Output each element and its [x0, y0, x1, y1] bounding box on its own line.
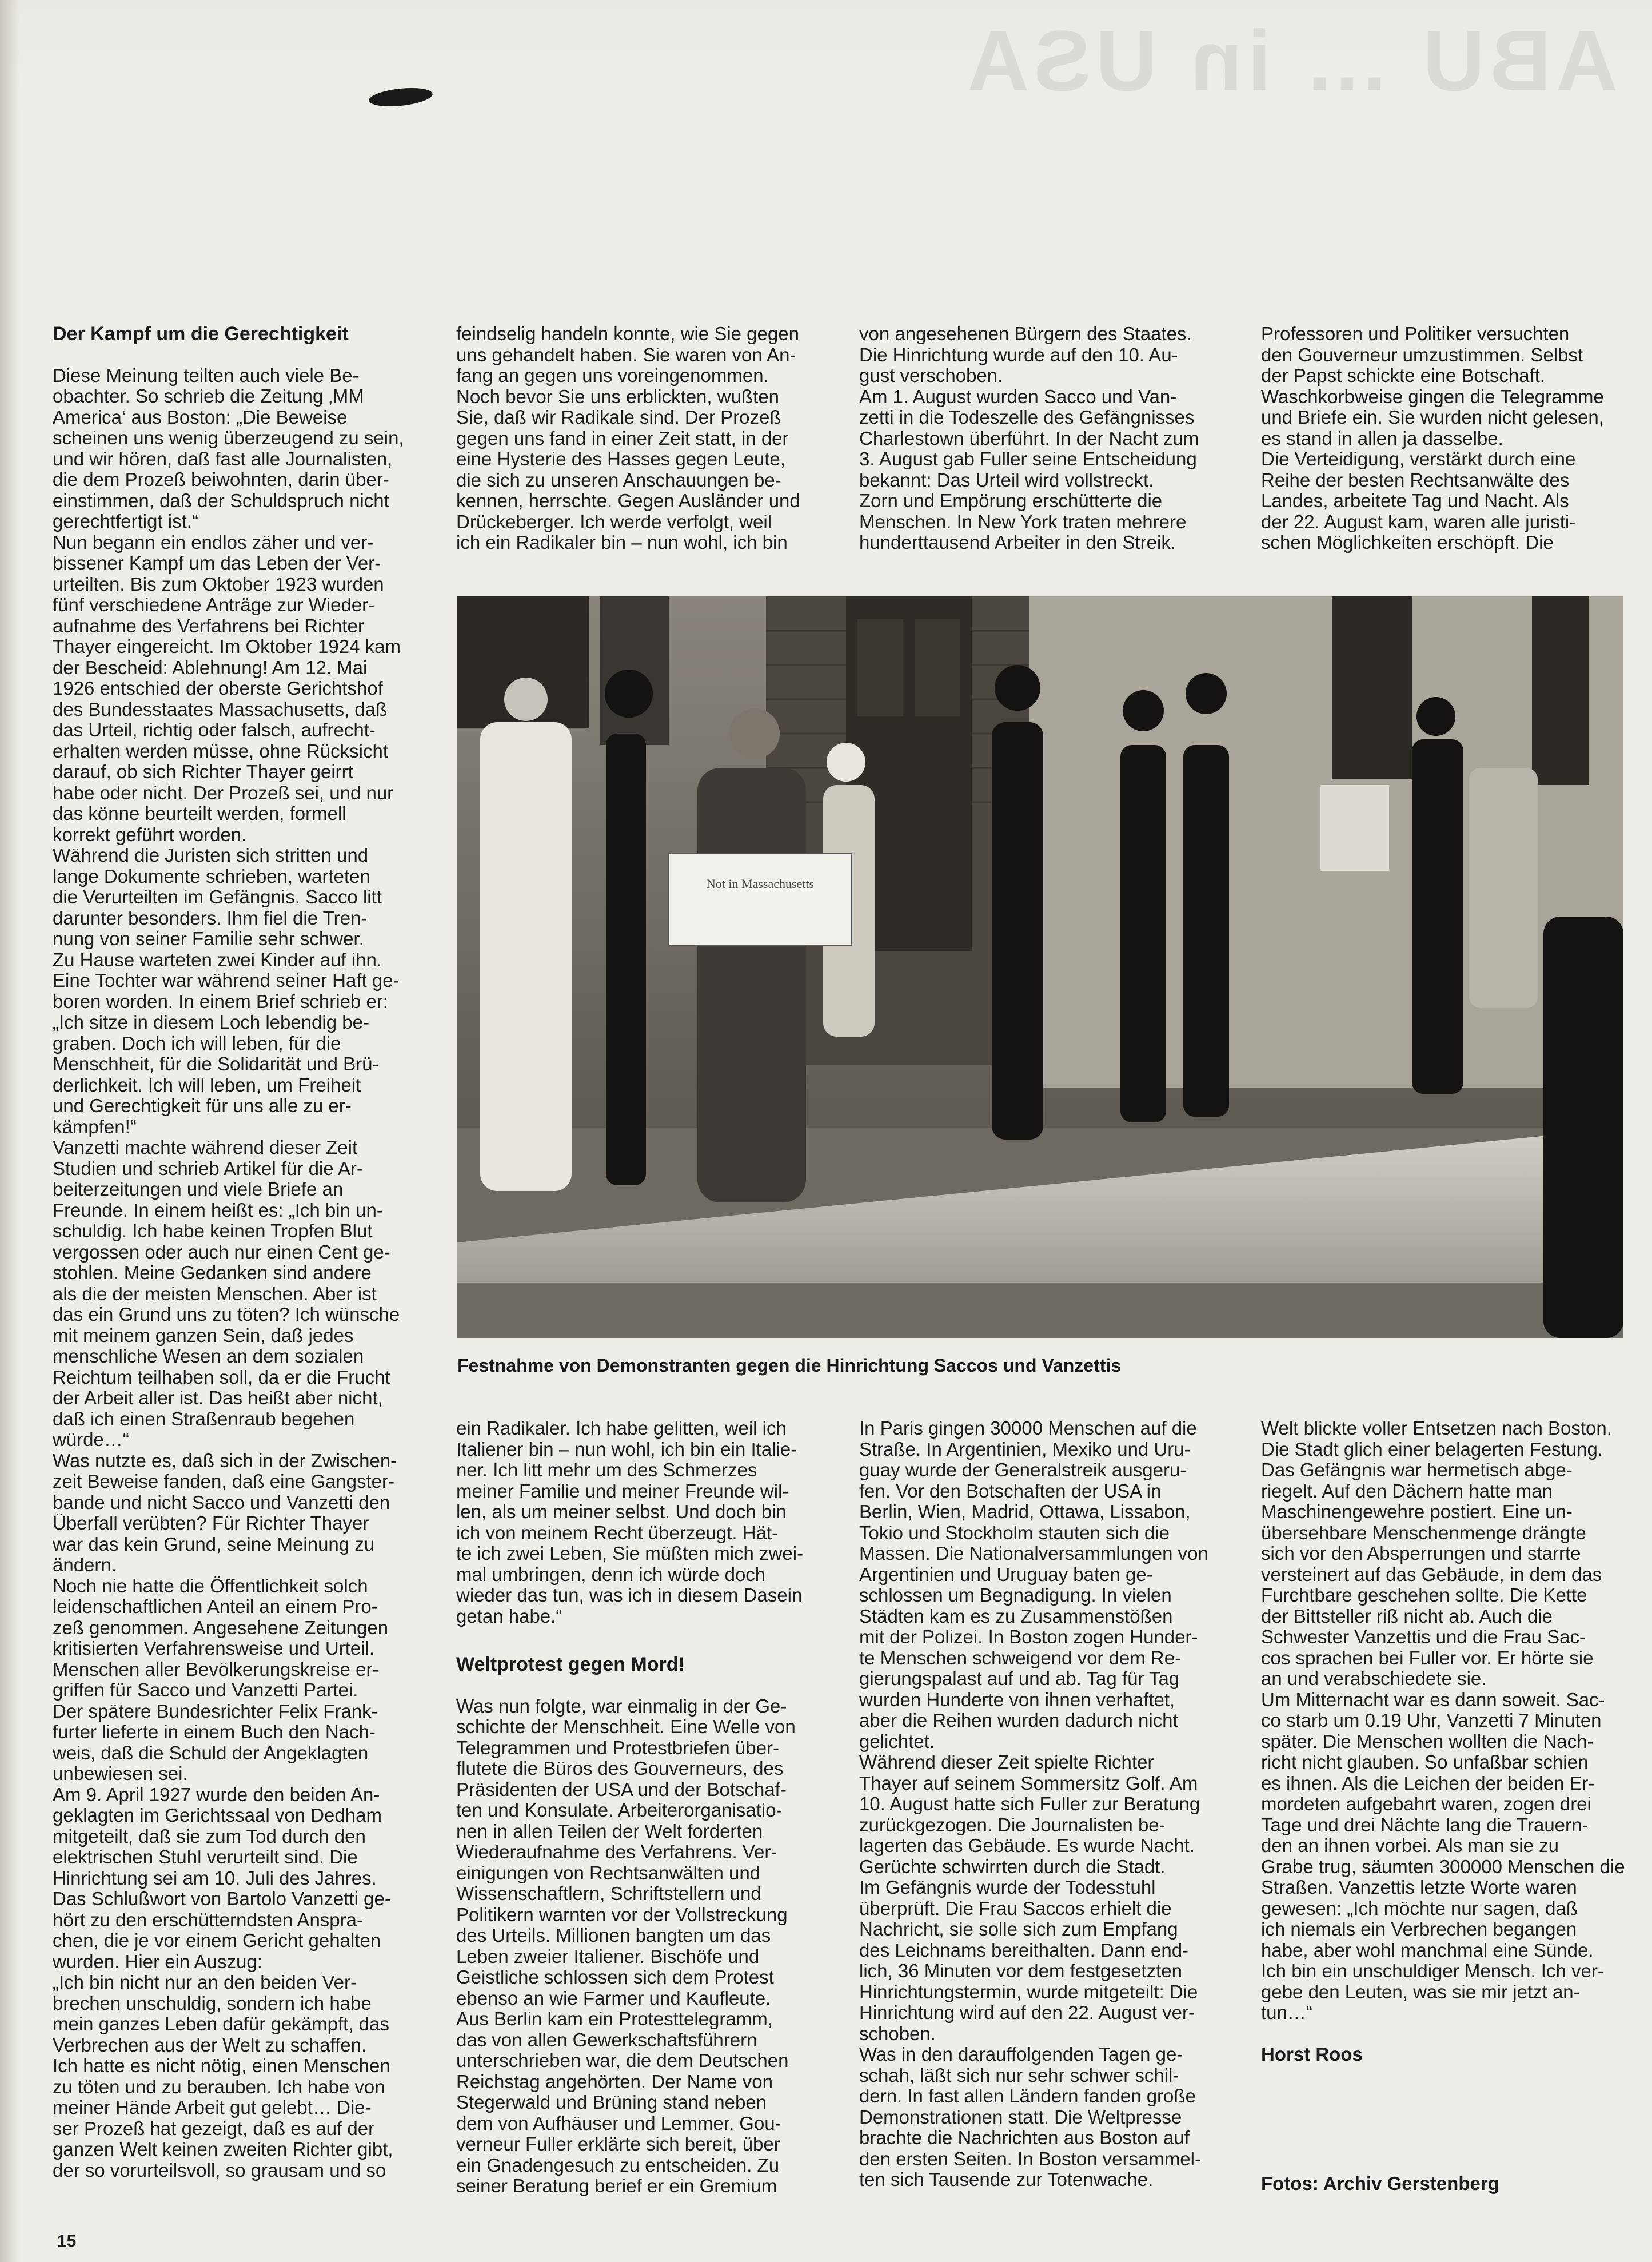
author-signature: Horst Roos [1261, 2043, 1363, 2065]
column-4-bottom [1261, 1418, 1633, 2195]
subheading: Weltprotest gegen Mord! [456, 1654, 685, 1675]
column-2-bottom-text-b: Was nun folgte, war einmalig in der Ge- schichte der Menschheit. Eine Welle von Telegrammen und Protestbriefen über- flutete die Büros des Gouverneurs, des Präsidenten der USA und der Botschaf- ten und Konsulate. Arbeiterorganisatio- nen in allen Teilen der Welt forderten Wiederaufnahme des Verfahrens. Ver- einigungen von Rechtsanwälten und Wissenschaftlern, Schriftstellern und Politikern warnten vor der Vollstreckung des Urteils. Millionen bangten um das Leben zweier Italiener. Bischöfe und Geistliche schlossen sich dem Protest ebenso an wie Farmer und Kaufleute. Aus Berlin kam ein Protesttelegramm, das von allen Gewerkschaftsführern unterschrieben war, die dem Deutschen Reichstag angehörten. Der Name von Stegerwald und Brüning stand neben dem von Aufhäuser und Lemmer. Gou- verneur Fuller erklärte sich bereit, über ein Gnadengesuch zu entscheiden. Zu seiner Beratung berief er ein Gremium [456, 1695, 796, 2196]
column-2-bottom-text-a: ein Radikaler. Ich habe gelitten, weil ich Italiener bin – nun wohl, ich bin ein Italie- ner. Ich litt mehr um des Schmerzes meiner Familie und meiner Freunde wil- len, als um meiner selbst. Und doch bin ich von meinem Recht überzeugt. Hät- te ich zwei Leben, Sie müßten mich zwei- mal umbringen, denn ich würde doch wieder das tun, was ich in diesem Dasein getan habe.“ [456, 1417, 804, 1627]
page-number: 15 [57, 2232, 77, 2251]
column-3-top [859, 324, 1231, 553]
column-1-text: Diese Meinung teilten auch viele Be- obachter. So schrieb die Zeitung ‚MM America‘ aus Boston: „Die Beweise scheinen uns wenig überzeugend zu sein, und wir hören, daß fast alle Journalisten, die dem Prozeß beiwohnten, darin über- einstimmen, daß der Schuldspruch nicht gerechtfertigt ist.“ Nun begann ein endlos zäher und ver- bissener Kampf um das Leben der Ver- urteilten. Bis zum Oktober 1923 wurden fünf verschiedene Anträge zur Wieder- aufnahme des Verfahrens bei Richter Thayer eingereicht. Im Oktober 1924 kam der Bescheid: Ablehnung! Am 12. Mai 1926 entschied der oberste Gerichtshof des Bundesstaates Massachusetts, daß das Urteil, richtig oder falsch, aufrecht- erhalten werden müsse, ohne Rücksicht darauf, ob sich Richter Thayer geirrt habe oder nicht. Der Prozeß sei, und nur das könne beurteilt werden, formell korrekt geführt worden. Während die Juristen sich stritten und lange Dokumente schrieben, warteten die Verurteilten im Gefängnis. Sacco litt darunter besonders. Ihm fiel die Tren- nung von seiner Familie sehr schwer. Zu Hause warteten zwei Kinder auf ihn. Eine Tochter war während seiner Haft ge- boren worden. In einem Brief schrieb er: „Ich sitze in diesem Loch lebendig be- graben. Doch ich will leben, für die Menschheit, für die Solidarität und Brü- derlichkeit. Ich will leben, um Freiheit und Gerechtigkeit für uns alle zu er- kämpfen!“ Vanzetti machte während dieser Zeit Studien und schrieb Artikel für die Ar- beiterzeitungen und viele Briefe an Freunde. In einem heißt es: „Ich bin un- schuldig. Ich habe keinen Tropfen Blut vergossen oder auch nur einen Cent ge- stohlen. Meine Gedanken sind andere als die der meisten Menschen. Aber ist das ein Grund uns zu töten? Ich wünsche mit meinem ganzen Sein, daß jedes menschliche Wesen an dem sozialen Reichtum teilhaben soll, da er die Frucht der Arbeit aller ist. Das heißt aber nicht, daß ich einen Straßenraub begehen würde…“ Was nutzte es, daß sich in der Zwischen- zeit Beweise fanden, daß eine Gangster- bande und nicht Sacco und Vanzetti den Überfall verübten? Für Richter Thayer war das kein Grund, seine Meinung zu ändern. Noch nie hatte die Öffentlichkeit solch leidenschaftlichen Anteil an einem Pro- zeß genommen. Angesehene Zeitungen kritisierten Verfahrensweise und Urteil. Menschen aller Bevölkerungskreise er- griffen für Sacco und Vanzetti Partei. Der spätere Bundesrichter Felix Frank- furter lieferte in einem Buch den Nach- weis, daß die Schuld der Angeklagten unbewiesen sei. Am 9. April 1927 wurde den beiden An- geklagten im Gerichtssaal von Dedham mitgeteilt, daß sie zum Tod durch den elektrischen Stuhl verurteilt sind. Die Hinrichtung sei am 10. Juli des Jahres. Das Schlußwort von Bartolo Vanzetti ge- hört zu den erschütterndsten Anspra- chen, die je vor einem Gericht gehalten wurden. Hier ein Auszug: „Ich bin nicht nur an den beiden Ver- brechen unschuldig, sondern ich habe mein ganzes Leben dafür gekämpft, das Verbrechen aus der Welt zu schaffen. Ich hatte es nicht nötig, einen Menschen zu töten und zu berauben. Ich habe von meiner Hände Arbeit gut gelebt… Die- ser Prozeß hat gezeigt, daß es auf der ganzen Welt keinen zweiten Richter gibt, der so vorurteilsvoll, so grausam und so [53, 364, 404, 2181]
photo-caption: Festnahme von Demonstranten gegen die Hinrichtung Saccos und Vanzettis [457, 1355, 1122, 1376]
column-2-top [456, 324, 828, 553]
column-4-bottom-text: Welt blickte voller Entsetzen nach Boston. Die Stadt glich einer belagerten Festung. Das Gefängnis war hermetisch abge- riegelt. Auf den Dächern hatte man Maschinengewehre postiert. Eine un- übersehbare Menschenmenge drängte sich vor den Absperrungen und starrte versteinert auf das Gebäude, in dem das Furchtbare geschehen sollte. Die Kette der Bittsteller riß nicht ab. Auch die Schwester Vanzettis und die Frau Sac- cos sprachen bei Fuller vor. Er hörte sie an und verabschiedete sie. Um Mitternacht war es dann soweit. Sac- co starb um 0.19 Uhr, Vanzetti 7 Minuten später. Die Menschen wollten die Nach- richt nicht glauben. So unfaßbar schien es ihnen. Als die Leichen der beiden Er- mordeten aufgebahrt waren, zogen drei Tage und drei Nächte lang die Trauern- den an ihnen vorbei. Als man sie zu Grabe trug, säumten 300000 Menschen die Straßen. Vanzettis letzte Worte waren gewesen: „Ich möchte nur sagen, daß ich niemals ein Verbrechen begangen habe, aber wohl manchmal eine Sünde. Ich bin ein unschuldiger Mensch. Ich ver- gebe den Leuten, was sie mir jetzt an- tun…“ [1261, 1417, 1625, 2023]
column-4-top [1261, 324, 1633, 553]
previous-page-bleed-through [0, 0, 1652, 120]
news-photo [457, 596, 1623, 1338]
bleed-through-headline: ABU … in USA [963, 13, 1618, 109]
svg-text:Not in Massachusetts: Not in Massachusetts [706, 877, 815, 891]
photo-credit: Fotos: Archiv Gerstenberg [1261, 2173, 1499, 2194]
column-3-bottom-text: In Paris gingen 30000 Menschen auf die Straße. In Argentinien, Mexiko und Uru- guay wurde der Generalstreik ausgeru- fen. Vor den Botschaften der USA in Berlin, Wien, Madrid, Ottawa, Lissabon, Tokio und Stockholm stauten sich die Massen. Die Nationalversammlungen von Argentinien und Uruguay baten ge- schlossen um Begnadigung. In vielen Städten kam es zu Zusammenstößen mit der Polizei. In Boston zogen Hunder- te Menschen schweigend vor dem Re- gierungspalast auf und ab. Tag für Tag wurden Hunderte von ihnen verhaftet, aber die Reihen wurden dadurch nicht gelichtet. Während dieser Zeit spielte Richter Thayer auf seinem Sommersitz Golf. Am 10. August hatte sich Fuller zur Beratung zurückgezogen. Die Journalisten be- lagerten das Gebäude. Es wurde Nacht. Gerüchte schwirrten durch die Stadt. Im Gefängnis wurde der Todesstuhl überprüft. Die Frau Saccos erhielt die Nachricht, sie solle sich zum Empfang des Leichnams bereithalten. Dann end- lich, 36 Minuten vor dem festgesetzten Hinrichtungstermin, wurde mitgeteilt: Die Hinrichtung wird auf den 22. August ver- schoben. Was in den darauffolgenden Tagen ge- schah, läßt sich nur sehr schwer schil- dern. In fast allen Ländern fanden große Demonstrationen statt. Die Weltpresse brachte die Nachrichten aus Boston auf den ersten Seiten. In Boston versammel- ten sich Tausende zur Totenwache. [859, 1417, 1208, 2190]
column-2-bottom [456, 1418, 828, 2197]
column-3-bottom [859, 1418, 1231, 2191]
arrest-photo-illustration [457, 596, 1623, 1338]
section-heading: Der Kampf um die Gerechtigkeit [53, 323, 349, 345]
column-2-top-text: feindselig handeln konnte, wie Sie gegen uns gehandelt haben. Sie waren von An- fang an gegen uns voreingenommen. Noch bevor Sie uns erblickten, wußten Sie, daß wir Radikale sind. Der Prozeß gegen uns fand in einer Zeit statt, in der eine Hysterie des Hasses gegen Leute, die sich zu unseren Anschauungen be- kennen, herrschte. Gegen Ausländer und Drückeberger. Ich werde verfolgt, weil ich ein Radikaler bin – nun wohl, ich bin [456, 323, 800, 553]
gutter-shadow [0, 0, 19, 2262]
column-3-top-text: von angesehenen Bürgern des Staates. Die Hinrichtung wurde auf den 10. Au- gust verschoben. Am 1. August wurden Sacco und Van- zetti in die Todeszelle des Gefängnisses Charlestown überführt. In der Nacht zum 3. August gab Fuller seine Entscheidung bekannt: Das Urteil wird vollstreckt. Zorn und Empörung erschütterte die Menschen. In New York traten mehrere hunderttausend Arbeiter in den Streik. [859, 323, 1199, 553]
column-4-top-text: Professoren und Politiker versuchten den Gouverneur umzustimmen. Selbst der Papst schickte eine Botschaft. Waschkorbweise gingen die Telegramme und Briefe ein. Sie wurden nicht gelesen, es stand in allen ja dasselbe. Die Verteidigung, verstärkt durch eine Reihe der besten Rechtsanwälte des Landes, arbeitete Tag und Nacht. Als der 22. August kam, waren alle juristi- schen Möglichkeiten erschöpft. Die [1261, 323, 1604, 553]
column-1 [53, 324, 424, 2181]
